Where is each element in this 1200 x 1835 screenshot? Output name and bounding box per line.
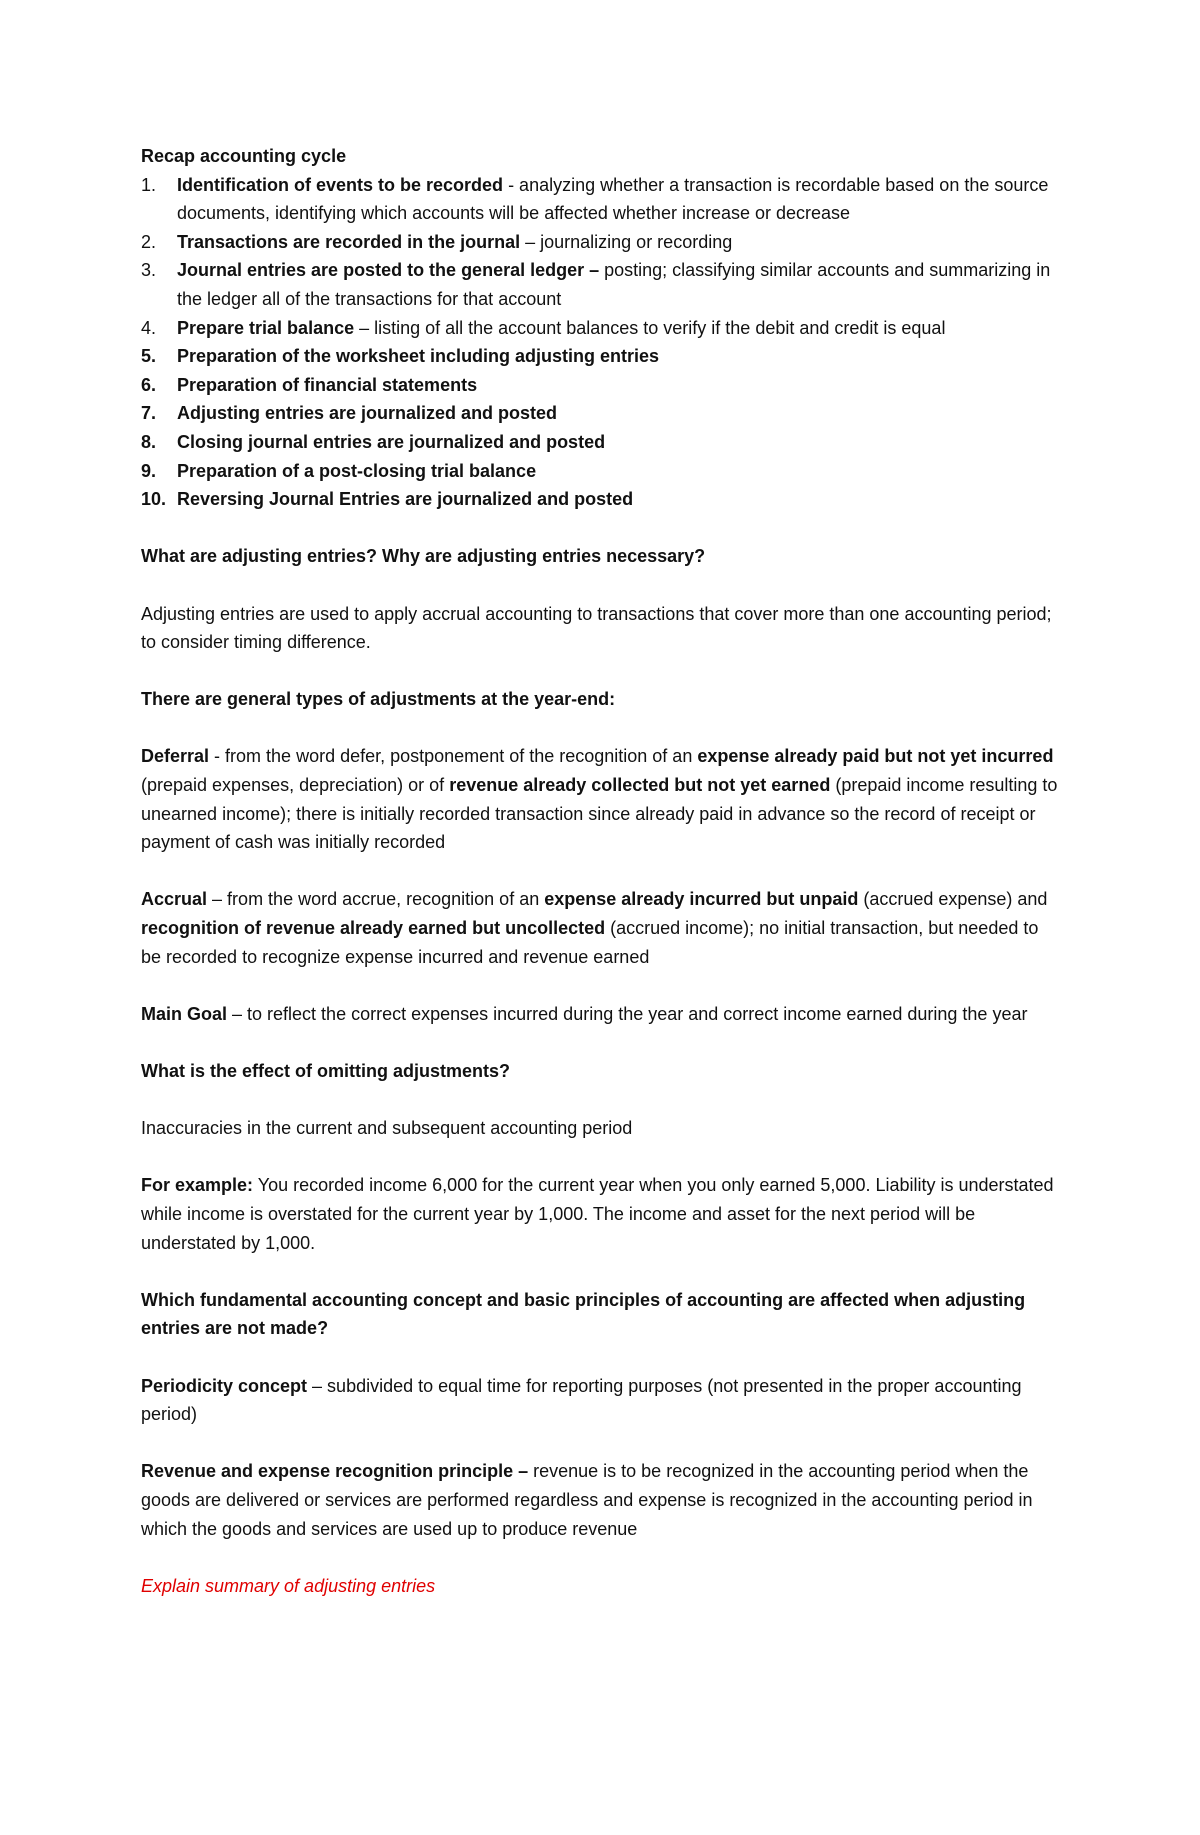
list-item-text: – listing of all the account balances to verify if the debit and credit is equal	[354, 317, 946, 338]
list-item-text: - analyzing whether a transaction is recordable based on the source documents, identifying which accounts will be affected whether increase or decrease	[177, 174, 1049, 224]
list-item-title: Prepare trial balance	[177, 317, 355, 338]
list-item	[141, 371, 1060, 400]
main-goal-paragraph	[141, 1000, 1060, 1029]
periodicity-paragraph	[141, 1372, 1060, 1429]
answer-adjusting-entries: Adjusting entries are used to apply accrual accounting to transactions that cover more than one accounting period; to consider timing difference.	[141, 603, 1052, 653]
list-item	[141, 342, 1060, 371]
accounting-cycle-list	[141, 171, 1060, 514]
list-item-title: Reversing Journal Entries are journalized and posted	[177, 489, 634, 510]
list-item-text: posting; classifying similar accounts and summarizing in the ledger all of the transactions for that account	[177, 260, 1051, 309]
list-number: 5.	[141, 346, 157, 367]
accrual-text: (accrued expense) and	[858, 889, 1048, 910]
list-item	[141, 314, 1060, 343]
list-item	[141, 428, 1060, 457]
list-item	[141, 457, 1060, 486]
list-item	[141, 171, 1060, 228]
list-number: 10.	[141, 489, 167, 510]
list-number: 2.	[141, 231, 157, 252]
list-number: 8.	[141, 431, 157, 452]
list-number: 7.	[141, 403, 157, 424]
list-number: 6.	[141, 374, 157, 395]
example-paragraph	[141, 1171, 1060, 1257]
deferral-emphasis: revenue already collected but not yet earned	[449, 775, 831, 796]
summary-note: Explain summary of adjusting entries	[141, 1575, 436, 1596]
deferral-emphasis: expense already paid but not yet incurred	[697, 746, 1054, 767]
accrual-text: – from the word accrue, recognition of an	[207, 889, 545, 910]
list-item-title: Transactions are recorded in the journal	[177, 231, 521, 252]
question-adjusting-entries: What are adjusting entries? Why are adjusting entries necessary?	[141, 546, 706, 567]
list-number: 4.	[141, 317, 157, 338]
revenue-principle-text: revenue is to be recognized in the accounting period when the goods are delivered or services are performed regardless and expense is recognized in the accounting period in which the goods and services are used up to produce revenue	[141, 1461, 1033, 1539]
accrual-term: Accrual	[141, 889, 208, 910]
main-goal-text: – to reflect the correct expenses incurred during the year and correct income earned during the year	[227, 1003, 1028, 1024]
deferral-paragraph	[141, 742, 1060, 856]
example-term: For example:	[141, 1175, 254, 1196]
list-number: 1.	[141, 174, 157, 195]
list-number: 3.	[141, 260, 157, 281]
list-item	[141, 228, 1060, 257]
revenue-principle-term: Revenue and expense recognition principle –	[141, 1461, 529, 1482]
example-text: You recorded income 6,000 for the current year when you only earned 5,000. Liability is understated while income is overstated for the current year by 1,000. The income and asset for the next period will be understated by 1,000.	[141, 1175, 1054, 1253]
periodicity-text: – subdivided to equal time for reporting purposes (not presented in the proper accounting period)	[141, 1375, 1022, 1425]
list-item-title: Closing journal entries are journalized and posted	[177, 431, 606, 452]
question-omitting-adjustments: What is the effect of omitting adjustments?	[141, 1061, 511, 1081]
section-heading: Recap accounting cycle	[141, 146, 347, 166]
deferral-term: Deferral	[141, 746, 210, 767]
periodicity-term: Periodicity concept	[141, 1375, 308, 1396]
list-item	[141, 485, 1060, 514]
accrual-paragraph	[141, 885, 1060, 971]
list-item-title: Preparation of a post-closing trial balance	[177, 460, 537, 481]
accrual-emphasis: recognition of revenue already earned but uncollected	[141, 918, 606, 939]
deferral-text: (prepaid income resulting to unearned income); there is initially recorded transaction since already paid in advance so the record of receipt or payment of cash was initially recorded	[141, 775, 1058, 853]
list-item-title: Identification of events to be recorded	[177, 174, 504, 195]
revenue-principle-paragraph	[141, 1457, 1060, 1543]
list-number: 9.	[141, 460, 157, 481]
list-item	[141, 256, 1060, 313]
list-item-title: Preparation of financial statements	[177, 374, 478, 395]
main-goal-term: Main Goal	[141, 1003, 228, 1024]
deferral-text: - from the word defer, postponement of the recognition of an	[209, 746, 698, 767]
deferral-text: (prepaid expenses, depreciation) or of	[141, 775, 450, 796]
list-item-text: – journalizing or recording	[520, 231, 733, 252]
list-item-title: Adjusting entries are journalized and posted	[177, 403, 558, 424]
answer-omitting-adjustments: Inaccuracies in the current and subsequent accounting period	[141, 1118, 633, 1139]
question-adjustment-types: There are general types of adjustments at the year-end:	[141, 689, 616, 710]
list-item-title: Journal entries are posted to the general ledger –	[177, 260, 600, 281]
accrual-emphasis: expense already incurred but unpaid	[544, 889, 859, 910]
list-item	[141, 399, 1060, 428]
list-item-title: Preparation of the worksheet including adjusting entries	[177, 346, 660, 367]
question-concepts: Which fundamental accounting concept and basic principles of accounting are affected when adjusting entries are not made?	[141, 1289, 1026, 1339]
accrual-text: (accrued income); no initial transaction, but needed to be recorded to recognize expense incurred and revenue earned	[141, 918, 1039, 967]
